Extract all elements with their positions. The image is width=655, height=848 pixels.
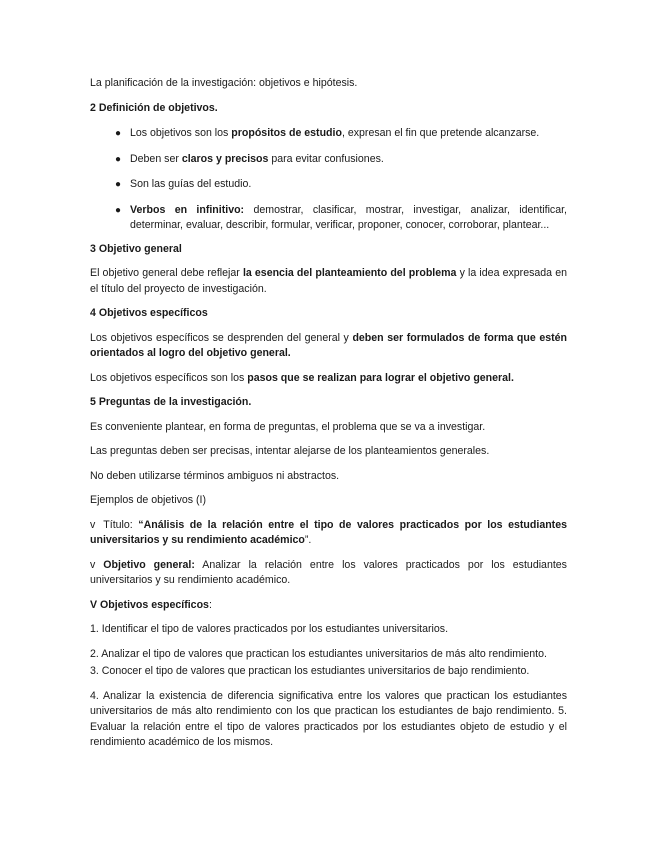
paragraph-text: :	[208, 598, 212, 611]
bullet-text: , expresan el fin que pretende alcanzarse.	[341, 127, 540, 139]
example-general-objective	[90, 558, 567, 589]
section-2-heading: 2 Definición de objetivos.	[90, 101, 218, 114]
section-4-paragraph-2	[90, 371, 567, 387]
paragraph-bold-text: Objetivo general:	[103, 558, 195, 571]
bullet-text: demostrar, clasificar, mostrar, investigar, analizar, identificar, determinar, evaluar, describir, formular, verificar, proponer, conocer, corroborar, plantear...	[130, 203, 567, 231]
section-5-paragraph-3: No deben utilizarse términos ambiguos ni abstractos.	[90, 469, 340, 482]
v-marker-icon: v	[90, 558, 96, 571]
bullet-item	[115, 126, 567, 142]
bullet-item	[115, 152, 567, 168]
bullet-bold-text: Verbos en infinitivo:	[130, 203, 245, 216]
bullet-icon: ●	[115, 204, 122, 216]
paragraph-text: ”.	[304, 534, 312, 546]
specific-objectives-heading	[90, 598, 567, 614]
section-4-heading: 4 Objetivos específicos	[90, 307, 208, 319]
bullet-icon: ●	[115, 128, 122, 139]
document-title-line: La planificación de la investigación: objetivos e hipótesis.	[90, 77, 358, 89]
section-3-paragraph	[90, 266, 567, 297]
paragraph-text: Los objetivos específicos son los	[90, 371, 248, 384]
bullet-text: para evitar confusiones.	[268, 152, 384, 165]
paragraph-text: y la idea expresada en el título del proyecto de investigación.	[90, 267, 567, 295]
paragraph-bold-text: la esencia del planteamiento del problema	[242, 267, 457, 279]
bullet-bold-text: propósitos de estudio	[231, 127, 342, 139]
bullet-text: Deben ser	[130, 152, 182, 165]
bullet-icon: ●	[115, 179, 122, 190]
paragraph-text: El objetivo general debe reflejar	[90, 267, 243, 279]
section-5-paragraph-2: Las preguntas deben ser precisas, intentar alejarse de los planteamientos generales.	[90, 445, 490, 457]
specific-objective-3: 3. Conocer el tipo de valores que practican los estudiantes universitarios de bajo rendimiento.	[90, 665, 530, 677]
bullet-item	[115, 203, 567, 234]
example-title-paragraph	[90, 518, 567, 549]
paragraph-bold-text: deben ser formulados de forma que estén orientados al logro del objetivo general.	[90, 331, 567, 359]
specific-objective-2: 2. Analizar el tipo de valores que practican los estudiantes universitarios de más alto rendimiento.	[90, 647, 547, 660]
bullet-item	[115, 177, 567, 193]
examples-heading: Ejemplos de objetivos (I)	[90, 494, 206, 506]
bullet-text: Son las guías del estudio.	[130, 178, 252, 190]
bullet-icon: ●	[115, 153, 122, 165]
paragraph-text: Analizar la relación entre los valores practicados por los estudiantes universitarios y su rendimiento académico.	[90, 558, 567, 586]
paragraph-bold-text: V Objetivos específicos	[90, 598, 209, 611]
bullet-text: Los objetivos son los	[130, 127, 232, 139]
section-5-paragraph-1: Es conveniente plantear, en forma de preguntas, el problema que se va a investigar.	[90, 420, 486, 433]
paragraph-text: Título:	[103, 518, 139, 531]
paragraph-bold-text: “Análisis de la relación entre el tipo de valores practicados por los estudiantes universitarios y su rendimiento académico	[90, 518, 567, 546]
specific-objective-1: 1. Identificar el tipo de valores practicados por los estudiantes universitarios.	[90, 623, 449, 635]
section-5-heading: 5 Preguntas de la investigación.	[90, 396, 252, 408]
objectives-bullet-list	[90, 126, 567, 234]
specific-objective-4-5: 4. Analizar la existencia de diferencia significativa entre los valores que practican los estudiantes universitarios de más alto rendimiento con los que practican los estudiantes de bajo rendimiento. 5. Evaluar la relación entre el tipo de valores practicados por los estudiantes objeto de estudio y el rendimiento académico de los mismos.	[90, 689, 567, 748]
v-marker-icon: v	[90, 518, 96, 531]
paragraph-text: Los objetivos específicos se desprenden del general y	[90, 331, 353, 344]
section-3-heading: 3 Objetivo general	[90, 242, 182, 255]
section-4-paragraph-1	[90, 331, 567, 362]
paragraph-bold-text: pasos que se realizan para lograr el objetivo general.	[247, 371, 514, 384]
bullet-bold-text: claros y precisos	[181, 152, 269, 165]
